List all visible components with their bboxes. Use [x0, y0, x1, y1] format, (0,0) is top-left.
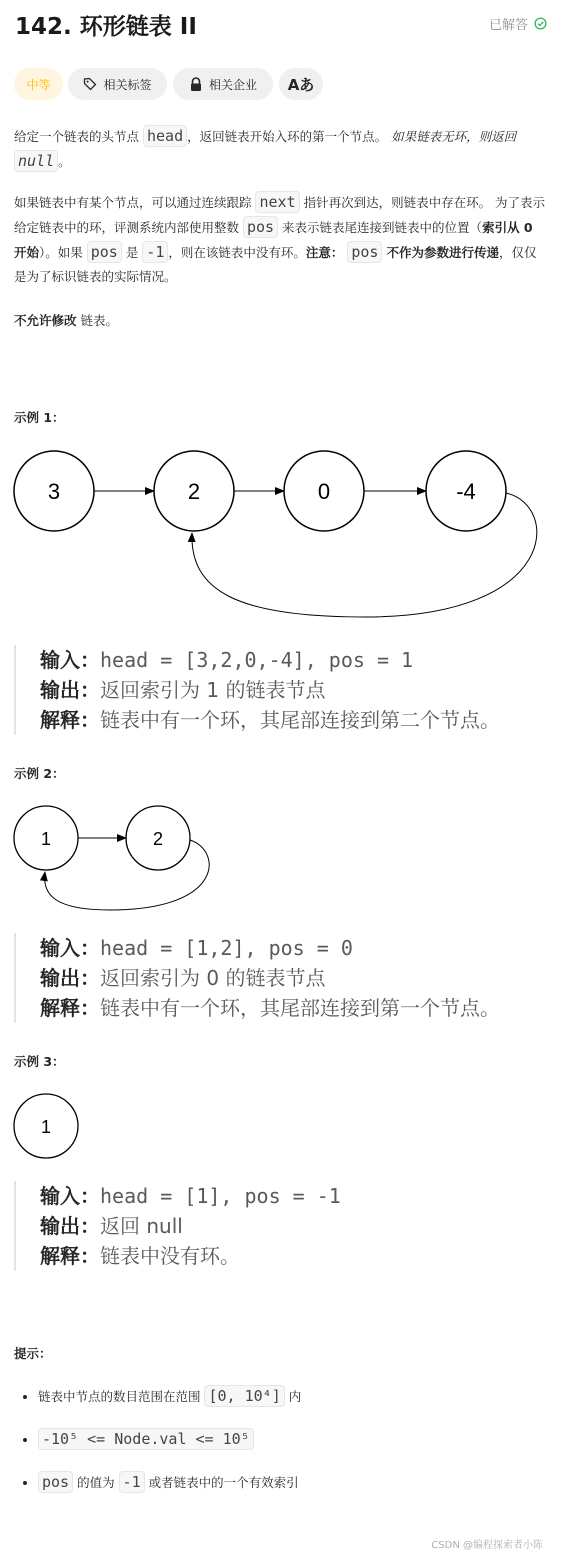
explain-value: 链表中有一个环，其尾部连接到第一个节点。 [100, 996, 500, 1020]
example-output-row [40, 1211, 341, 1241]
output-label: 输出： [40, 678, 100, 702]
text: 或者链表中的一个有效索引 [144, 1475, 299, 1490]
node-3 [426, 451, 506, 531]
example-3-diagram [0, 1090, 120, 1162]
node-0 [14, 451, 94, 531]
node-2 [284, 451, 364, 531]
explain-value: 链表中没有环。 [100, 1244, 240, 1268]
hint-item [38, 1470, 544, 1495]
text: ，返回链表开始入环的第一个节点。 [187, 129, 388, 144]
explain-value: 链表中有一个环，其尾部连接到第二个节点。 [100, 708, 500, 732]
node-0 [14, 1094, 78, 1158]
text: 。 [58, 154, 71, 169]
page-title: 142. 环形链表 II [15, 14, 197, 40]
watermark: CSDN @编程探索者小陈 [431, 1540, 543, 1551]
related-tags-button[interactable] [68, 68, 167, 100]
input-label: 输入： [40, 936, 100, 960]
output-label: 输出： [40, 966, 100, 990]
text-bold: 不作为参数进行传递 [386, 245, 499, 260]
text: 链表中节点的数目范围在范围 [38, 1389, 205, 1404]
text: 来表示链表尾连接到链表中的位置（ [278, 220, 483, 235]
code-head: head [143, 125, 187, 147]
node-1 [154, 451, 234, 531]
example-1-heading: 示例 1： [14, 410, 65, 425]
input-label: 输入： [40, 648, 100, 672]
description-paragraph-2 [14, 190, 546, 289]
svg-text:1: 1 [40, 829, 52, 849]
code-value-range: -10⁵ <= Node.val <= 10⁵ [38, 1428, 254, 1450]
hints-heading: 提示： [14, 1346, 52, 1361]
code-next: next [255, 191, 299, 213]
related-companies-button[interactable] [173, 68, 273, 100]
tag-icon [83, 77, 97, 91]
svg-text:1: 1 [40, 1117, 52, 1137]
example-output-row [40, 675, 500, 705]
svg-text:0: 0 [317, 479, 331, 504]
description-paragraph-1 [14, 124, 546, 174]
difficulty-label: 中等 [26, 77, 51, 92]
explain-label: 解释： [40, 1244, 100, 1268]
svg-text:2: 2 [187, 479, 201, 504]
text-bold: 索引从 0 开始 [14, 220, 533, 260]
example-2-diagram [0, 796, 565, 921]
text: ）。如果 [39, 245, 87, 260]
input-value: head = [1], pos = -1 [100, 1184, 341, 1208]
explain-label: 解释： [40, 996, 100, 1020]
text: ，则在该链表中没有环。 [168, 245, 306, 260]
code-range: [0, 10⁴] [204, 1385, 284, 1407]
example-1-diagram [0, 440, 565, 630]
example-explain-row [40, 1241, 341, 1271]
code-pos: pos [38, 1471, 73, 1493]
difficulty-badge[interactable] [14, 68, 63, 100]
node-1 [126, 806, 190, 870]
example-1-box [14, 645, 500, 735]
code-minus-one: -1 [142, 241, 168, 263]
text-bold: 不允许修改 [14, 313, 77, 328]
example-input-row [40, 933, 500, 963]
translate-button[interactable] [279, 68, 323, 100]
svg-text:-4: -4 [456, 479, 476, 504]
solved-status [489, 14, 547, 33]
input-value: head = [3,2,0,-4], pos = 1 [100, 648, 414, 672]
code-null: null [14, 150, 58, 172]
svg-text:2: 2 [152, 829, 164, 849]
related-companies-label: 相关企业 [208, 77, 257, 92]
text-italic: 如果链表无环，则返回 [391, 129, 517, 144]
explain-label: 解释： [40, 708, 100, 732]
example-2-box [14, 933, 500, 1023]
problem-description [14, 124, 546, 333]
example-input-row [40, 1181, 341, 1211]
check-circle-icon [534, 17, 547, 30]
code-pos: pos [347, 241, 382, 263]
text-bold: 注意： [305, 245, 344, 260]
example-3-heading: 示例 3： [14, 1054, 65, 1069]
output-value: 返回 null [100, 1214, 183, 1238]
translate-icon: Aあ [287, 75, 315, 94]
output-value: 返回索引为 0 的链表节点 [100, 966, 326, 990]
text: 指针再次到达，则链表中存在环。 为了表示给定链表中的环，评测系统内部使用整数 [14, 195, 546, 235]
input-label: 输入： [40, 1184, 100, 1208]
example-explain-row [40, 705, 500, 735]
node-0 [14, 806, 78, 870]
text: 的值为 [73, 1475, 119, 1490]
code-pos: pos [243, 216, 278, 238]
hints-list [14, 1384, 544, 1495]
solved-label: 已解答 [488, 18, 528, 33]
example-input-row [40, 645, 500, 675]
description-paragraph-3 [14, 309, 546, 333]
code-minus-one: -1 [119, 1471, 145, 1493]
lock-icon [189, 77, 203, 92]
text: 给定一个链表的头节点 [14, 129, 143, 144]
input-value: head = [1,2], pos = 0 [100, 936, 353, 960]
code-pos: pos [87, 241, 122, 263]
text: 如果链表中有某个节点，可以通过连续跟踪 [14, 195, 256, 210]
example-explain-row [40, 993, 500, 1023]
output-label: 输出： [40, 1214, 100, 1238]
example-3-box [14, 1181, 341, 1271]
text: ，仅仅是为了标识链表的实际情况。 [14, 245, 537, 284]
output-value: 返回索引为 1 的链表节点 [100, 678, 326, 702]
hint-item [38, 1427, 544, 1452]
hint-item [38, 1384, 544, 1409]
related-tags-label: 相关标签 [103, 77, 152, 92]
text: 链表。 [76, 313, 118, 328]
example-output-row [40, 963, 500, 993]
hints-list-container [14, 1384, 544, 1513]
text: 内 [284, 1389, 302, 1404]
example-2-heading: 示例 2： [14, 766, 65, 781]
svg-text:3: 3 [47, 479, 61, 504]
text: 是 [121, 245, 143, 260]
